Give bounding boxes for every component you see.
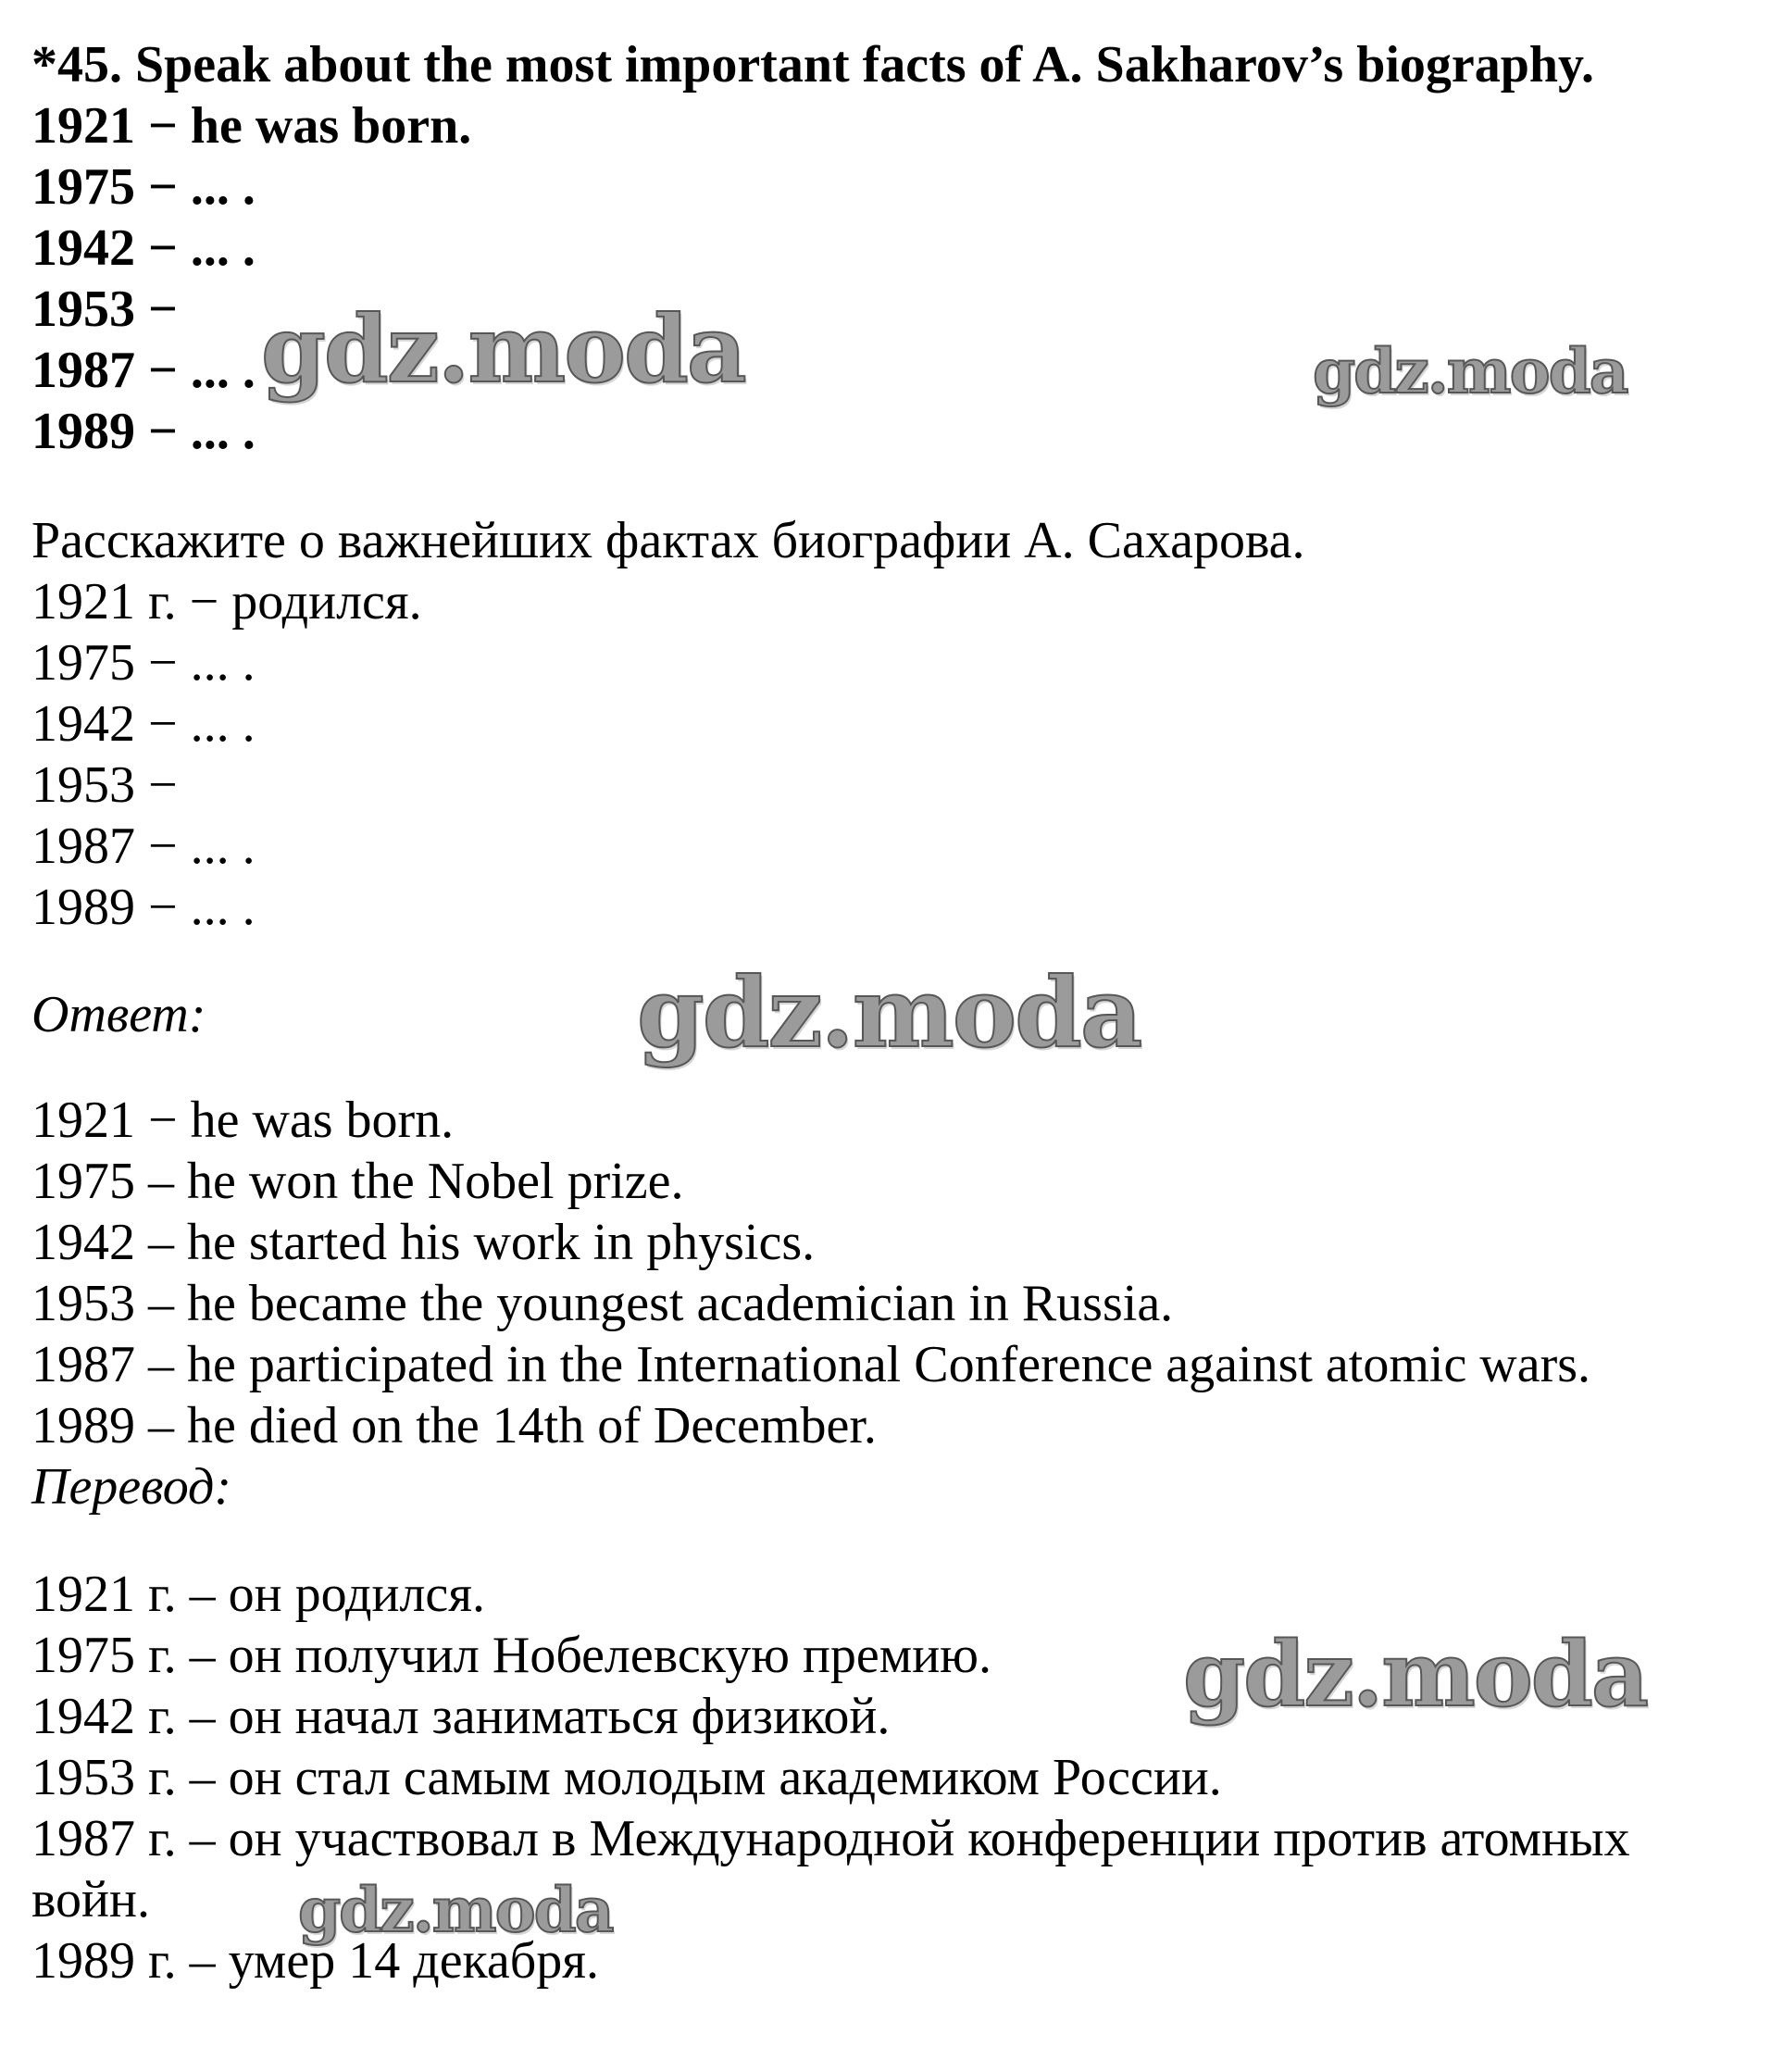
watermark-logo: gdz.moda bbox=[637, 955, 1141, 1069]
answer-line-2: 1975 – he won the Nobel prize. bbox=[31, 1153, 684, 1210]
answer-line-4: 1953 – he became the youngest academician in Russia. bbox=[31, 1275, 1174, 1332]
task-ru-line-4: 1953 − bbox=[31, 756, 178, 814]
translation-line-2: 1975 г. – он получил Нобелевскую премию. bbox=[31, 1627, 992, 1684]
task-line-6: 1989 − ... . bbox=[31, 403, 256, 460]
translation-line-6: войн. bbox=[31, 1871, 150, 1928]
translation-label: Перевод: bbox=[31, 1458, 231, 1516]
translation-line-1: 1921 г. – он родился. bbox=[31, 1566, 486, 1623]
answer-line-1: 1921 − he was born. bbox=[31, 1092, 455, 1149]
answer-line-3: 1942 – he started his work in physics. bbox=[31, 1214, 816, 1271]
task-ru-line-1: 1921 г. − родился. bbox=[31, 573, 422, 630]
watermark-logo: gdz.moda bbox=[261, 294, 745, 404]
task-line-3: 1942 − ... . bbox=[31, 219, 256, 277]
translation-line-7: 1989 г. – умер 14 декабря. bbox=[31, 1932, 600, 1990]
answer-label: Ответ: bbox=[31, 986, 206, 1043]
task-title: *45. Speak about the most important facts of A. Sakharov’s biography. bbox=[31, 36, 1594, 94]
watermark-logo: gdz.moda bbox=[1183, 1622, 1648, 1727]
task-ru-line-2: 1975 − ... . bbox=[31, 634, 256, 692]
task-ru-line-5: 1987 − ... . bbox=[31, 818, 256, 875]
answer-line-6: 1989 – he died on the 14th of December. bbox=[31, 1397, 877, 1454]
watermark-logo: gdz.moda bbox=[1313, 335, 1627, 407]
watermark-logo: gdz.moda bbox=[298, 1874, 613, 1946]
task-line-2: 1975 − ... . bbox=[31, 158, 256, 216]
task-line-5: 1987 − ... . bbox=[31, 342, 256, 399]
translation-line-5: 1987 г. – он участвовал в Международной конференции против атомных bbox=[31, 1810, 1630, 1867]
task-line-4: 1953 − bbox=[31, 281, 178, 338]
answer-line-5: 1987 – he participated in the International Conference against atomic wars. bbox=[31, 1336, 1591, 1393]
task-ru-line-6: 1989 − ... . bbox=[31, 879, 256, 936]
translation-line-3: 1942 г. – он начал заниматься физикой. bbox=[31, 1688, 891, 1745]
task-line-1: 1921 − he was born. bbox=[31, 97, 472, 155]
task-ru-line-3: 1942 − ... . bbox=[31, 695, 256, 753]
translation-line-4: 1953 г. – он стал самым молодым академиком России. bbox=[31, 1749, 1222, 1806]
task-ru-title: Расскажите о важнейших фактах биографии А. Сахарова. bbox=[31, 512, 1305, 569]
